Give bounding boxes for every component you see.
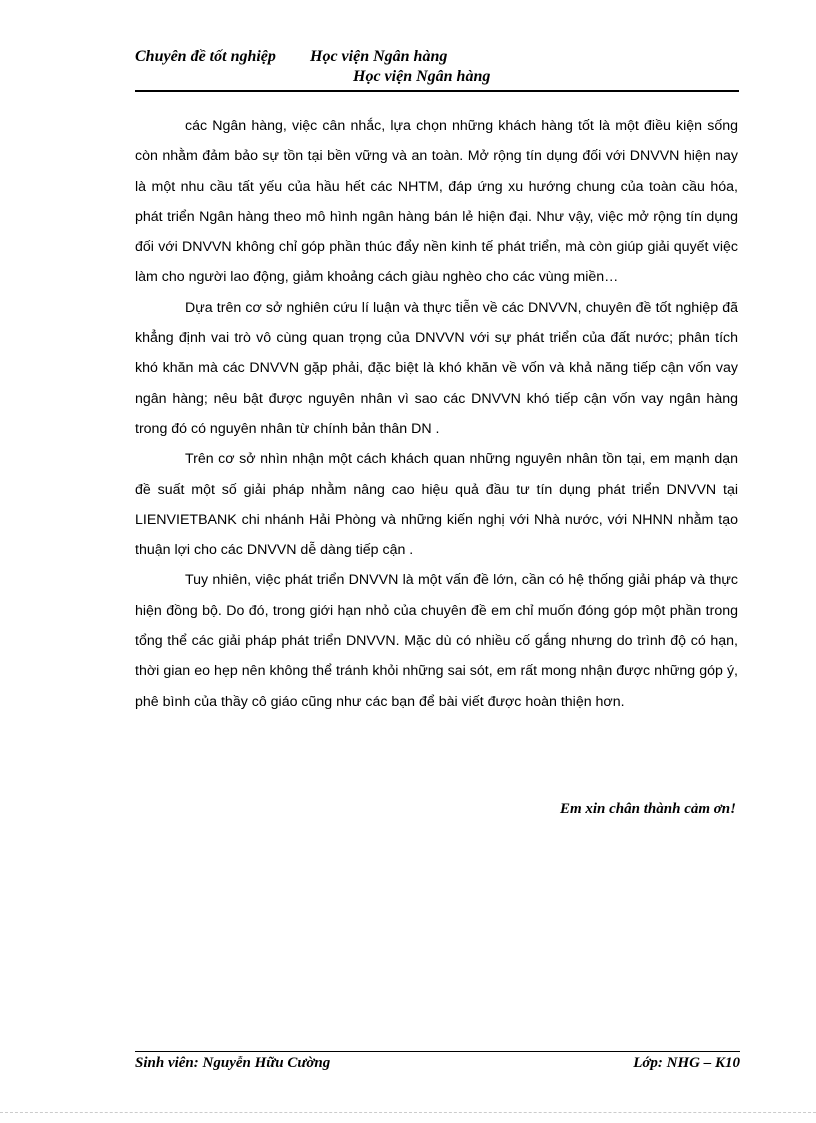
paragraph-4: Tuy nhiên, việc phát triển DNVVN là một vấn đề lớn, cần có hệ thống giải pháp và thực hiện đồng bộ. Do đó, trong giới hạn nhỏ của chuyên đề em chỉ muốn đóng góp một phần trong tổng thể các giải pháp phát triển DNVVN. Mặc dù có nhiều cố gắng nhưng do trình độ có hạn, thời gian eo hẹp nên không thể tránh khỏi những sai sót, em rất mong nhận được những góp ý, phê bình của thầy cô giáo cũng như các bạn để bài viết được hoàn thiện hơn. <box>135 572 738 710</box>
paragraph-1: các Ngân hàng, việc cân nhắc, lựa chọn những khách hàng tốt là một điều kiện sống còn nhằm đảm bảo sự tồn tại bền vững và an toàn. Mở rộng tín dụng đối với DNVVN hiện nay là một nhu cầu tất yếu của hầu hết các NHTM, đáp ứng xu hướng chung của toàn cầu hóa, phát triển Ngân hàng theo mô hình ngân hàng bán lẻ hiện đại. Như vậy, việc mở rộng tín dụng đối với DNVVN không chỉ góp phần thúc đẩy nền kinh tế phát triển, mà còn giúp giải quyết việc làm cho người lao động, giảm khoảng cách giàu nghèo cho các vùng miền… <box>135 118 738 286</box>
header-institution-overlap: Học viện Ngân hàng <box>310 48 448 65</box>
document-body <box>135 111 738 717</box>
header-rule <box>135 90 739 92</box>
page-footer <box>135 1051 740 1091</box>
paragraph-3: Trên cơ sở nhìn nhận một cách khách quan những nguyên nhân tồn tại, em mạnh dạn đề suất một số giải pháp nhằm nâng cao hiệu quả đầu tư tín dụng phát triển DNVVN tại LIENVIETBANK chi nhánh Hải Phòng và những kiến nghị với Nhà nước, với NHNN nhằm tạo thuận lợi cho các DNVVN dễ dàng tiếp cận . <box>135 451 738 559</box>
footer-rule <box>135 1051 740 1052</box>
closing-thanks: Em xin chân thành cảm ơn! <box>559 801 736 817</box>
page-edge-divider <box>0 1112 816 1113</box>
page-header <box>135 48 739 94</box>
header-institution: Học viện Ngân hàng <box>353 68 491 85</box>
footer-class: Lớp: NHG – K10 <box>633 1055 740 1071</box>
header-thesis-title: Chuyên đề tốt nghiệp <box>135 48 276 65</box>
footer-student: Sinh viên: Nguyễn Hữu Cường <box>135 1055 331 1071</box>
paragraph-2: Dựa trên cơ sở nghiên cứu lí luận và thực tiễn về các DNVVN, chuyên đề tốt nghiệp đã khẳng định vai trò vô cùng quan trọng của DNVVN với sự phát triển của đất nước; phân tích khó khăn mà các DNVVN gặp phải, đặc biệt là khó khăn về vốn và khả năng tiếp cận vốn vay ngân hàng; nêu bật được nguyên nhân vì sao các DNVVN khó tiếp cận vốn vay ngân hàng trong đó có nguyên nhân từ chính bản thân DN . <box>135 299 738 437</box>
